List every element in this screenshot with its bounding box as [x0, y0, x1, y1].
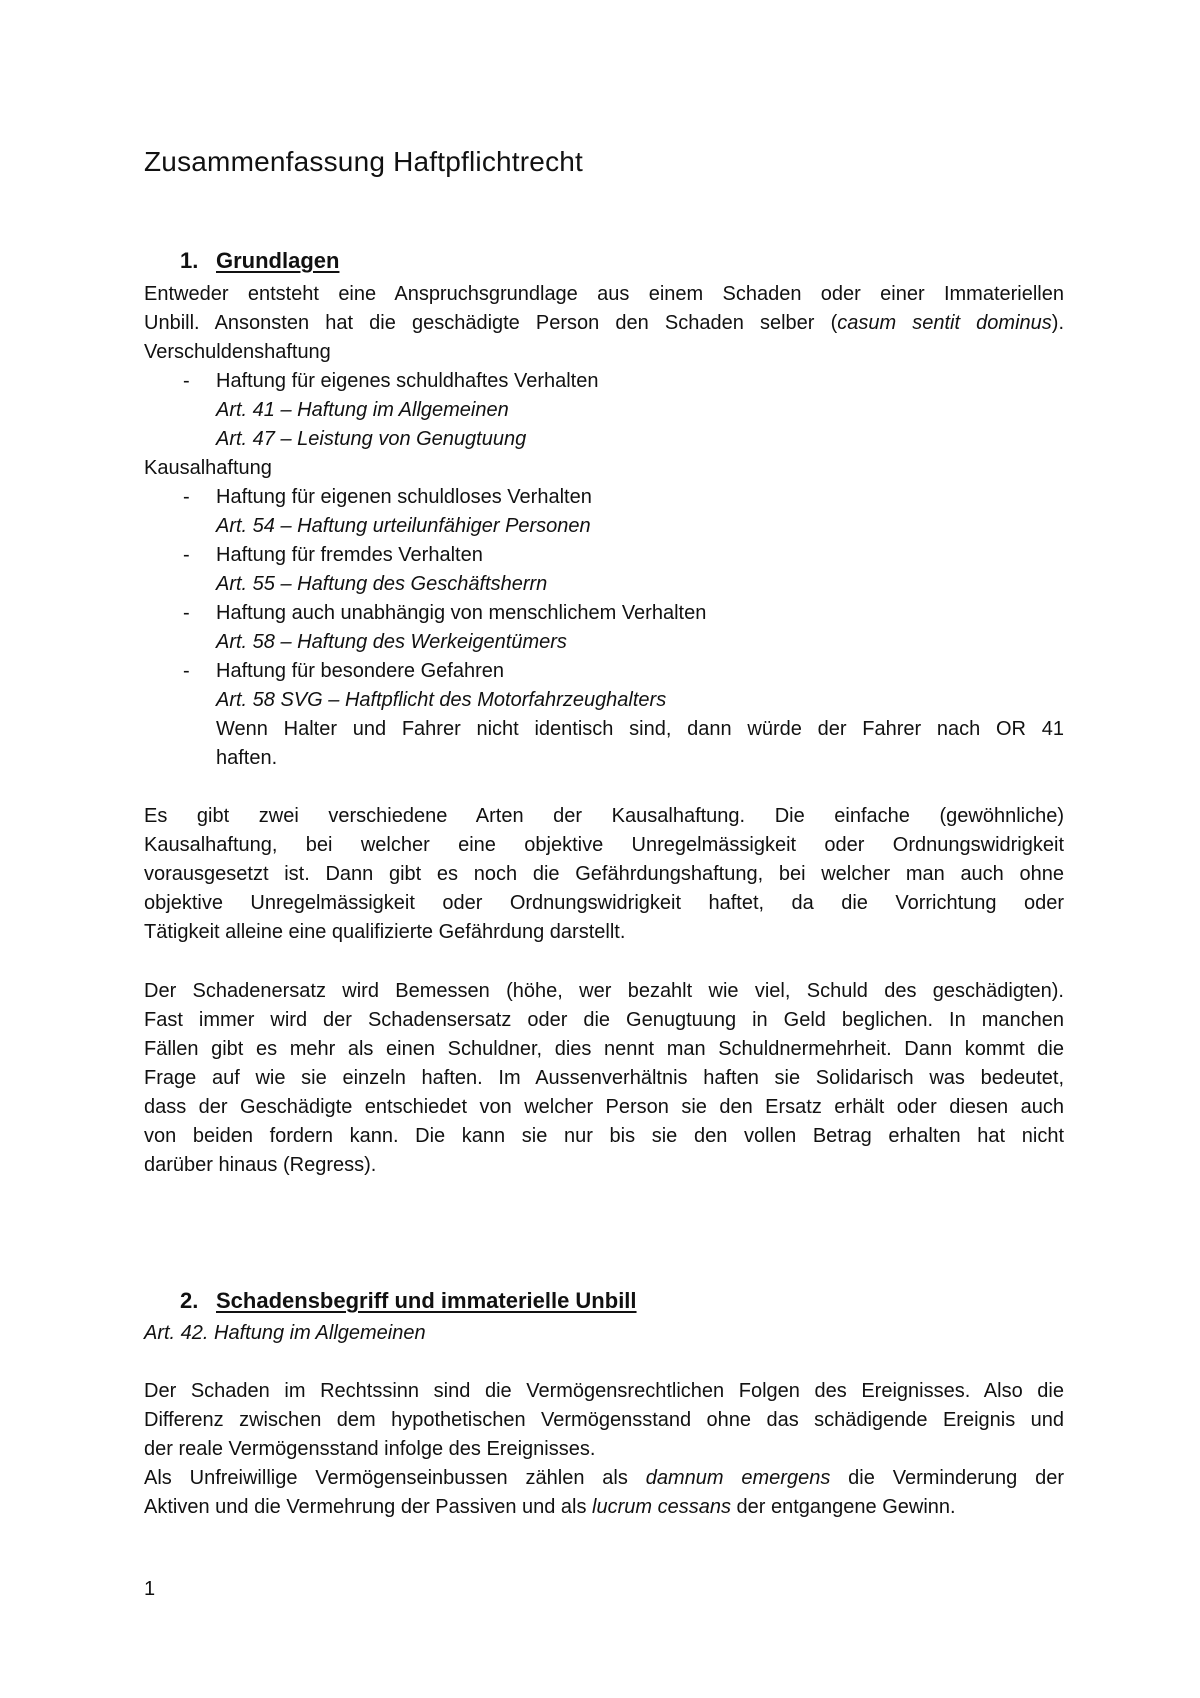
article-reference: Art. 41 – Haftung im Allgemeinen — [216, 399, 509, 421]
list-dash: - — [183, 660, 190, 682]
list-item-text: Haftung auch unabhängig von menschlichem Verhalten — [216, 602, 707, 624]
section-2-heading — [180, 1288, 637, 1314]
paragraph-text: Aktiven und die Vermehrung der Passiven und als — [144, 1496, 593, 1518]
paragraph-line: Frage auf wie sie einzeln haften. Im Aussenverhältnis haften sie Solidarisch was bedeutet, — [144, 1067, 1064, 1089]
note-line-1: Wenn Halter und Fahrer nicht identisch sind, dann würde der Fahrer nach OR 41 — [216, 718, 1064, 740]
list-item-text: Haftung für fremdes Verhalten — [216, 544, 483, 566]
paragraph-line: Fast immer wird der Schadensersatz oder die Genugtuung in Geld beglichen. In manchen — [144, 1009, 1064, 1031]
section-1-number: 1. — [180, 248, 199, 273]
paragraph-text: Als Unfreiwillige Vermögenseinbussen zählen als — [144, 1467, 646, 1489]
intro-line-2-end: ). — [1051, 312, 1064, 334]
kausalhaftung-label: Kausalhaftung — [144, 457, 272, 479]
paragraph-line: Kausalhaftung, bei welcher eine objektive Unregelmässigkeit oder Ordnungswidrigkeit — [144, 834, 1064, 856]
paragraph-line: Es gibt zwei verschiedene Arten der Kausalhaftung. Die einfache (gewöhnliche) — [144, 805, 1064, 827]
section-2-title: Schadensbegriff und immaterielle Unbill — [216, 1288, 637, 1313]
list-item-text: Haftung für eigenes schuldhaftes Verhalten — [216, 370, 599, 392]
section-1-heading — [180, 248, 339, 274]
page-number: 1 — [144, 1578, 156, 1600]
list-dash: - — [183, 370, 190, 392]
paragraph-line: vorausgesetzt ist. Dann gibt es noch die Gefährdungshaftung, bei welcher man auch ohne — [144, 863, 1064, 885]
paragraph-line: darüber hinaus (Regress). — [144, 1154, 377, 1176]
paragraph-line: objektive Unregelmässigkeit oder Ordnungswidrigkeit haftet, da die Vorrichtung oder — [144, 892, 1064, 914]
paragraph-line: Tätigkeit alleine eine qualifizierte Gefährdung darstellt. — [144, 921, 626, 943]
list-dash: - — [183, 544, 190, 566]
paragraph-text: die Verminderung der — [830, 1467, 1065, 1489]
document-title: Zusammenfassung Haftpflichtrecht — [144, 146, 584, 177]
paragraph-line — [144, 1493, 1064, 1521]
paragraph-line: Der Schadenersatz wird Bemessen (höhe, wer bezahlt wie viel, Schuld des geschädigten). — [144, 980, 1064, 1002]
intro-line-2-text: Unbill. Ansonsten hat die geschädigte Person den Schaden selber ( — [144, 312, 838, 334]
section-1-title: Grundlagen — [216, 248, 340, 273]
intro-line-1: Entweder entsteht eine Anspruchsgrundlage aus einem Schaden oder einer Immateriellen — [144, 283, 1064, 305]
paragraph-text: der entgangene Gewinn. — [730, 1496, 956, 1518]
paragraph-line: der reale Vermögensstand infolge des Ereignisses. — [144, 1438, 596, 1460]
article-reference: Art. 58 – Haftung des Werkeigentümers — [216, 631, 567, 653]
intro-line-2 — [144, 309, 1064, 337]
paragraph-line: von beiden fordern kann. Die kann sie nur bis sie den vollen Betrag erhalten hat nicht — [144, 1125, 1064, 1147]
article-reference: Art. 47 – Leistung von Genugtuung — [216, 428, 527, 450]
list-item-text: Haftung für besondere Gefahren — [216, 660, 504, 682]
verschuldenshaftung-label: Verschuldenshaftung — [144, 341, 331, 363]
paragraph-line: Fällen gibt es mehr als einen Schuldner, dies nennt man Schuldnermehrheit. Dann kommt die — [144, 1038, 1064, 1060]
paragraph-line — [144, 1464, 1064, 1492]
article-reference: Art. 42. Haftung im Allgemeinen — [144, 1322, 426, 1344]
paragraph-line: Differenz zwischen dem hypothetischen Vermögensstand ohne das schädigende Ereignis und — [144, 1409, 1064, 1431]
article-reference: Art. 58 SVG – Haftpflicht des Motorfahrzeughalters — [216, 689, 667, 711]
latin-term: lucrum cessans — [592, 1496, 731, 1518]
article-reference: Art. 54 – Haftung urteilunfähiger Personen — [216, 515, 591, 537]
article-reference: Art. 55 – Haftung des Geschäftsherrn — [216, 573, 548, 595]
latin-term: damnum emergens — [645, 1467, 831, 1489]
intro-line-2-latin: casum sentit dominus — [837, 312, 1052, 334]
list-dash: - — [183, 602, 190, 624]
paragraph-line: dass der Geschädigte entschiedet von welcher Person sie den Ersatz erhält oder diesen auch — [144, 1096, 1064, 1118]
note-line-2: haften. — [216, 747, 278, 769]
list-dash: - — [183, 486, 190, 508]
paragraph-line: Der Schaden im Rechtssinn sind die Vermögensrechtlichen Folgen des Ereignisses. Also die — [144, 1380, 1064, 1402]
section-2-number: 2. — [180, 1288, 199, 1313]
list-item-text: Haftung für eigenen schuldloses Verhalten — [216, 486, 592, 508]
